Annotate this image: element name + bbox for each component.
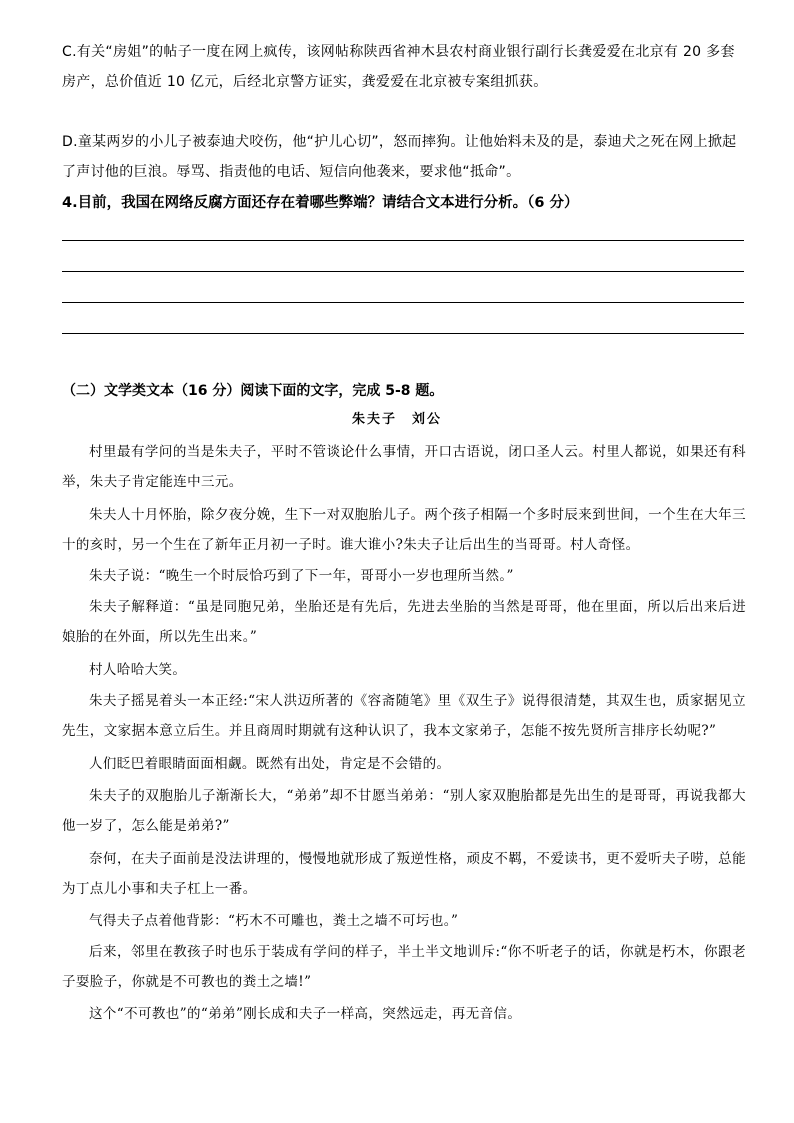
section-heading: （二）文学类文本（16 分）阅读下面的文字，完成 5-8 题。 [62,383,444,399]
answer-line [62,240,744,241]
story-paragraph: 奈何，在夫子面前是没法讲理的，慢慢地就形成了叛逆性格，顽皮不羁，不爱读书，更不爱听夫子唠，总能为丁点儿小事和夫子杠上一番。 [62,851,746,897]
story-paragraph: 朱夫人十月怀胎，除夕夜分娩，生下一对双胞胎儿子。两个孩子相隔一个多时辰来到世间，一个生在大年三十的亥时，另一个生在了新年正月初一子时。谁大谁小?朱夫子让后出生的当哥哥。村人奇怪。 [62,507,746,553]
story-paragraph: 村人哈哈大笑。 [89,662,187,678]
story-paragraph: 人们眨巴着眼睛面面相觑。既然有出处，肯定是不会错的。 [89,756,451,772]
story-paragraph: 朱夫子解释道：“虽是同胞兄弟，坐胎还是有先后，先进去坐胎的当然是哥哥，他在里面，所以后出来后进娘胎的在外面，所以先生出来。” [62,599,746,645]
story-paragraph: 村里最有学问的当是朱夫子，平时不管谈论什么事情，开口古语说，闭口圣人云。村里人都说，如果还有科举，朱夫子肯定能连中三元。 [62,444,746,490]
question-4: 4.目前，我国在网络反腐方面还存在着哪些弊端？请结合文本进行分析。（6 分） [62,195,579,211]
story-paragraph: 气得夫子点着他背影：“朽木不可雕也，粪土之墙不可圬也。” [89,913,459,929]
answer-line [62,333,744,334]
story-paragraph: 朱夫子说：“晚生一个时辰恰巧到了下一年，哥哥小一岁也理所当然。” [89,568,514,584]
story-title: 朱夫子 刘公 [351,412,442,427]
answer-line [62,271,744,272]
option-d: D.童某两岁的小儿子被泰迪犬咬伤，他“护儿心切”，怒而摔狗。让他始料未及的是，泰迪犬之死在网上掀起了声讨他的巨浪。辱骂、指责他的电话、短信向他袭来，要求他“抵命”。 [62,134,737,180]
story-paragraph: 后来，邻里在教孩子时也乐于装成有学问的样子，半土半文地训斥:“你不听老子的话，你就是朽木，你跟老子耍脸子，你就是不可教也的粪土之墙!” [62,944,746,990]
option-c: C.有关“房姐”的帖子一度在网上疯传，该网帖称陕西省神木县农村商业银行副行长龚爱爱在北京有 20 多套房产，总价值近 10 亿元，后经北京警方证实，龚爱爱在北京被专案组抓获。 [62,44,735,90]
story-paragraph: 这个“不可教也”的“弟弟”刚长成和夫子一样高，突然远走，再无音信。 [89,1006,522,1022]
story-paragraph: 朱夫子摇晃着头一本正经:“宋人洪迈所著的《容斋随笔》里《双生子》说得很清楚，其双生也，质家据见立先生，文家据本意立后生。并且商周时期就有这种认识了，我本文家弟子，怎能不按先贤所言排序长幼呢?” [62,693,746,739]
answer-line [62,302,744,303]
story-paragraph: 朱夫子的双胞胎儿子渐渐长大，“弟弟”却不甘愿当弟弟：“别人家双胞胎都是先出生的是哥哥，再说我都大他一岁了，怎么能是弟弟?” [62,788,746,834]
